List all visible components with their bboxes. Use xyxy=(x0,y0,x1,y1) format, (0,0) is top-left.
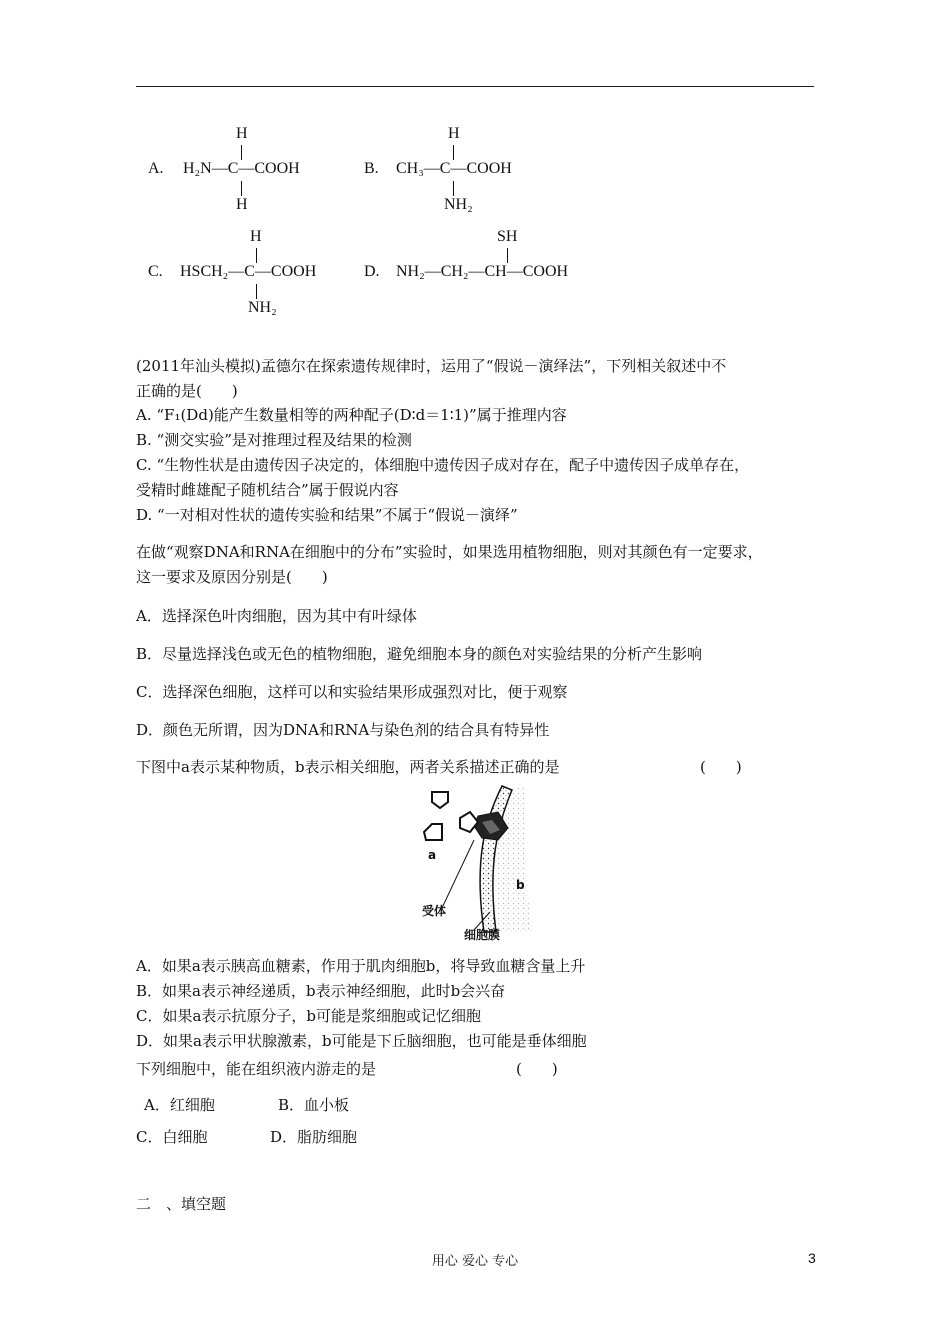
group-sh: SH xyxy=(497,228,518,245)
q1-option-c: C. “生物性状是由遗传因子决定的，体细胞中遗传因子成对存在，配子中遗传因子成单存在， xyxy=(136,456,750,474)
molecule-shape xyxy=(432,792,448,808)
atom-h-top: H xyxy=(236,125,248,142)
footer-text: 用心 爱心 专心 xyxy=(431,1254,519,1269)
figure-label-membrane: 细胞膜 xyxy=(464,928,501,942)
q1-stem: 正确的是( ) xyxy=(136,382,238,400)
q3-option-b: B．如果a表示神经递质，b表示神经细胞，此时b会兴奋 xyxy=(136,982,506,1000)
q2-option-b: B．尽量选择浅色或无色的植物细胞，避免细胞本身的颜色对实验结果的分析产生影响 xyxy=(136,645,703,663)
q1-stem: (2011年汕头模拟)孟德尔在探索遗传规律时，运用了“假说－演绎法”，下列相关叙述中不 xyxy=(136,357,727,375)
pointer-line xyxy=(442,840,474,908)
formula-main: NH₂—CH₂—CH—COOH xyxy=(396,263,569,280)
q3-option-c: C．如果a表示抗原分子，b可能是浆细胞或记忆细胞 xyxy=(136,1007,482,1025)
q1-option-a: A. “F₁(Dd)能产生数量相等的两种配子(D∶d＝1∶1)”属于推理内容 xyxy=(136,406,567,424)
q4-option-b: B．血小板 xyxy=(278,1096,350,1114)
option-a-label: A. xyxy=(148,160,164,177)
group-nh2: NH₂ xyxy=(248,299,277,316)
q2-option-d: D．颜色无所谓，因为DNA和RNA与染色剂的结合具有特异性 xyxy=(136,721,550,739)
figure-label-a: a xyxy=(428,848,437,862)
q4-option-d: D．脂肪细胞 xyxy=(270,1128,358,1146)
group-nh2: NH₂ xyxy=(444,196,473,213)
answer-paren: ( ) xyxy=(700,758,742,776)
bond xyxy=(507,248,508,263)
option-d-label: D. xyxy=(364,263,380,280)
option-c-label: C. xyxy=(148,263,163,280)
receptor-figure xyxy=(412,782,542,956)
bond xyxy=(241,181,242,196)
q4-option-a: A．红细胞 xyxy=(144,1096,215,1114)
formula-main: HSCH₂—C—COOH xyxy=(180,263,317,280)
molecule-shape xyxy=(424,824,442,840)
figure-label-receptor: 受体 xyxy=(422,904,447,918)
section-heading: 二 、填空题 xyxy=(136,1195,227,1213)
q3-stem: 下图中a表示某种物质，b表示相关细胞，两者关系描述正确的是 xyxy=(136,758,560,776)
q3-option-a: A．如果a表示胰高血糖素，作用于肌肉细胞b，将导致血糖含量上升 xyxy=(136,957,586,975)
q1-option-c: 受精时雌雄配子随机结合”属于假说内容 xyxy=(136,481,399,499)
atom-h-bottom: H xyxy=(236,196,248,213)
q1-option-b: B. “测交实验”是对推理过程及结果的检测 xyxy=(136,431,412,449)
atom-h-top: H xyxy=(448,125,460,142)
q1-option-d: D. “一对相对性状的遗传实验和结果”不属于“假说－演绎” xyxy=(136,506,518,524)
figure-label-b: b xyxy=(516,878,525,892)
q2-stem: 在做“观察DNA和RNA在细胞中的分布”实验时，如果选用植物细胞，则对其颜色有一定要求， xyxy=(136,543,763,561)
q4-option-c: C．白细胞 xyxy=(136,1128,208,1146)
q2-stem: 这一要求及原因分别是( ) xyxy=(136,568,328,586)
q3-option-d: D．如果a表示甲状腺激素，b可能是下丘脑细胞，也可能是垂体细胞 xyxy=(136,1032,587,1050)
q2-option-c: C．选择深色细胞，这样可以和实验结果形成强烈对比，便于观察 xyxy=(136,683,568,701)
q2-option-a: A．选择深色叶肉细胞，因为其中有叶绿体 xyxy=(136,607,417,625)
answer-paren: ( ) xyxy=(516,1060,558,1078)
page-number: 3 xyxy=(808,1250,816,1266)
atom-h-top: H xyxy=(250,228,262,245)
bond xyxy=(256,284,257,299)
bond xyxy=(241,145,242,160)
formula-main: CH₃—C—COOH xyxy=(396,160,512,177)
header-rule xyxy=(136,86,814,87)
formula-main: H₂N—C—COOH xyxy=(183,160,300,177)
q4-stem: 下列细胞中，能在组织液内游走的是 xyxy=(136,1060,377,1078)
bond xyxy=(453,181,454,196)
bond xyxy=(453,145,454,160)
option-b-label: B. xyxy=(364,160,379,177)
bond xyxy=(256,248,257,263)
bound-molecule xyxy=(460,812,478,832)
